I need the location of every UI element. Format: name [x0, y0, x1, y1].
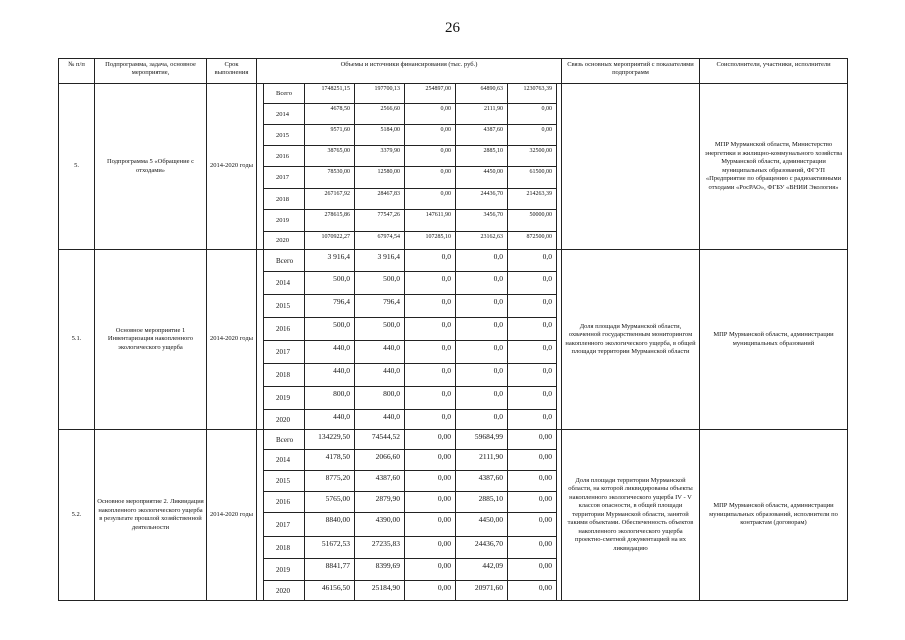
amount-cell: 0,0	[405, 410, 456, 430]
amount-cell: 4450,00	[456, 513, 508, 537]
amount-cell: 278615,86	[305, 210, 355, 232]
page-number: 26	[445, 20, 460, 36]
amount-cell: 3379,90	[355, 146, 405, 167]
amount-cell: 0,0	[405, 341, 456, 364]
year-cell: 2018	[264, 537, 305, 559]
amount-cell: 0,00	[508, 471, 557, 492]
amount-cell: 0,0	[456, 318, 508, 341]
year-cell: 2017	[264, 167, 305, 189]
amount-cell: 0,0	[405, 250, 456, 272]
amount-cell: 800,0	[355, 387, 405, 410]
amount-cell: 0,0	[456, 387, 508, 410]
amount-cell: 500,0	[305, 318, 355, 341]
amount-cell: 440,0	[355, 364, 405, 387]
amount-cell: 0,00	[508, 559, 557, 581]
amount-cell: 4387,60	[456, 471, 508, 492]
amount-cell: 38765,00	[305, 146, 355, 167]
amount-cell: 800,0	[305, 387, 355, 410]
gap-cell	[257, 84, 264, 250]
amount-cell: 0,00	[405, 492, 456, 513]
amount-cell: 0,00	[405, 537, 456, 559]
amount-cell: 4450,00	[456, 167, 508, 189]
amount-cell: 3 916,4	[305, 250, 355, 272]
gap-cell	[257, 250, 264, 430]
amount-cell: 32500,00	[508, 146, 557, 167]
year-cell: 2016	[264, 318, 305, 341]
amount-cell: 1230763,39	[508, 84, 557, 104]
amount-cell: 0,00	[508, 492, 557, 513]
amount-cell: 0,00	[405, 471, 456, 492]
amount-cell: 0,0	[456, 364, 508, 387]
amount-cell: 0,00	[405, 450, 456, 471]
section-executors: МПР Мурманской области, Министерство энергетики и жилищно-коммунального хозяйства Мурманской области, администрации муниципальных образований, ФГУП «Предприятие по обращению с радиоактивными отходами «РосРАО», ФГБУ «ВНИИ Экология»	[700, 84, 848, 250]
year-cell: 2015	[264, 295, 305, 318]
amount-cell: 0,0	[508, 318, 557, 341]
amount-cell: 440,0	[305, 364, 355, 387]
amount-cell: 8399,69	[355, 559, 405, 581]
amount-cell: 0,0	[508, 410, 557, 430]
amount-cell: 0,00	[405, 146, 456, 167]
amount-cell: 440,0	[355, 341, 405, 364]
amount-cell: 147611,90	[405, 210, 456, 232]
amount-cell: 78530,00	[305, 167, 355, 189]
section-number: 5.1.	[59, 250, 95, 430]
amount-cell: 0,0	[456, 295, 508, 318]
amount-cell: 0,0	[508, 341, 557, 364]
amount-cell: 796,4	[305, 295, 355, 318]
amount-cell: 74544,52	[355, 430, 405, 450]
amount-cell: 23162,63	[456, 232, 508, 250]
amount-cell: 20971,60	[456, 581, 508, 601]
amount-cell: 0,00	[405, 581, 456, 601]
section-executors: МПР Мурманской области, администрации муниципальных образований, исполнители по контрактам (договорам)	[700, 430, 848, 601]
year-cell: 2016	[264, 146, 305, 167]
amount-cell: 440,0	[305, 341, 355, 364]
year-cell: Всего	[264, 250, 305, 272]
amount-cell: 3 916,4	[355, 250, 405, 272]
header-period: Срок выполнения	[207, 59, 257, 84]
amount-cell: 4387,60	[456, 125, 508, 146]
amount-cell: 0,00	[508, 450, 557, 471]
amount-cell: 1748251,15	[305, 84, 355, 104]
amount-cell: 8841,77	[305, 559, 355, 581]
amount-cell: 872500,00	[508, 232, 557, 250]
amount-cell: 107285,10	[405, 232, 456, 250]
amount-cell: 0,00	[508, 581, 557, 601]
section-period: 2014-2020 годы	[207, 84, 257, 250]
amount-cell: 12580,00	[355, 167, 405, 189]
amount-cell: 0,00	[405, 430, 456, 450]
amount-cell: 4390,00	[355, 513, 405, 537]
amount-cell: 4678,50	[305, 104, 355, 125]
amount-cell: 0,0	[405, 364, 456, 387]
year-cell: 2019	[264, 210, 305, 232]
section-link: Доля площади Мурманской области, охваченной государственным мониторингом накопленного экологического ущерба, в общей площади территории Мурманской области	[562, 250, 700, 430]
amount-cell: 77547,26	[355, 210, 405, 232]
amount-cell: 2566,60	[355, 104, 405, 125]
section-program: Подпрограмма 5 «Обращение с отходами»	[95, 84, 207, 250]
amount-cell: 0,0	[405, 295, 456, 318]
header-executors: Соисполнители, участники, исполнители	[700, 59, 848, 84]
amount-cell: 0,0	[405, 272, 456, 295]
section-program: Основное мероприятие 2. Ликвидация накопленного экологического ущерба в результате прошлой хозяйственной деятельности	[95, 430, 207, 601]
amount-cell: 500,0	[355, 318, 405, 341]
amount-cell: 27235,83	[355, 537, 405, 559]
section-period: 2014-2020 годы	[207, 430, 257, 601]
amount-cell: 2885,10	[456, 146, 508, 167]
amount-cell: 24436,70	[456, 537, 508, 559]
amount-cell: 0,0	[456, 410, 508, 430]
year-cell: 2017	[264, 513, 305, 537]
amount-cell: 9571,60	[305, 125, 355, 146]
amount-cell: 2885,10	[456, 492, 508, 513]
section-executors: МПР Мурманской области, администрации муниципальных образований	[700, 250, 848, 430]
amount-cell: 0,00	[508, 104, 557, 125]
amount-cell: 440,0	[355, 410, 405, 430]
year-cell: Всего	[264, 430, 305, 450]
amount-cell: 134229,50	[305, 430, 355, 450]
year-cell: 2020	[264, 232, 305, 250]
year-cell: 2015	[264, 125, 305, 146]
amount-cell: 51672,53	[305, 537, 355, 559]
amount-cell: 2111,90	[456, 104, 508, 125]
amount-cell: 0,0	[456, 341, 508, 364]
amount-cell: 0,00	[405, 167, 456, 189]
table-row	[59, 250, 848, 272]
header-program: Подпрограмма, задача, основное мероприятие,	[95, 59, 207, 84]
amount-cell: 4178,50	[305, 450, 355, 471]
amount-cell: 24436,70	[456, 189, 508, 210]
year-cell: 2019	[264, 559, 305, 581]
amount-cell: 5184,00	[355, 125, 405, 146]
year-cell: 2020	[264, 581, 305, 601]
amount-cell: 0,00	[508, 513, 557, 537]
amount-cell: 46156,50	[305, 581, 355, 601]
year-cell: 2018	[264, 364, 305, 387]
amount-cell: 0,00	[508, 430, 557, 450]
table-row	[59, 84, 848, 104]
amount-cell: 8840,00	[305, 513, 355, 537]
section-number: 5.	[59, 84, 95, 250]
amount-cell: 0,00	[508, 537, 557, 559]
year-cell: Всего	[264, 84, 305, 104]
amount-cell: 8775,20	[305, 471, 355, 492]
amount-cell: 2879,90	[355, 492, 405, 513]
amount-cell: 267167,92	[305, 189, 355, 210]
amount-cell: 0,00	[405, 125, 456, 146]
amount-cell: 0,0	[508, 364, 557, 387]
amount-cell: 0,0	[508, 272, 557, 295]
amount-cell: 442,09	[456, 559, 508, 581]
amount-cell: 796,4	[355, 295, 405, 318]
amount-cell: 2066,60	[355, 450, 405, 471]
section-link: Доля площади территории Мурманской области, на которой ликвидированы объекты накопленного экологического ущерба IV - V классов опасности, в общей площади территории Мурманской области, занятой такими объектами. Обеспеченность объектов накопленного экологического ущерба проектно-сметной документацией на их ликвидацию	[562, 430, 700, 601]
amount-cell: 61500,00	[508, 167, 557, 189]
year-cell: 2019	[264, 387, 305, 410]
amount-cell: 50000,00	[508, 210, 557, 232]
section-link	[562, 84, 700, 250]
section-period: 2014-2020 годы	[207, 250, 257, 430]
year-cell: 2015	[264, 471, 305, 492]
amount-cell: 28467,83	[355, 189, 405, 210]
amount-cell: 0,0	[456, 250, 508, 272]
amount-cell: 440,0	[305, 410, 355, 430]
year-cell: 2014	[264, 450, 305, 471]
year-cell: 2020	[264, 410, 305, 430]
amount-cell: 59684,99	[456, 430, 508, 450]
amount-cell: 0,00	[405, 104, 456, 125]
amount-cell: 254897,00	[405, 84, 456, 104]
amount-cell: 2111,90	[456, 450, 508, 471]
gap-cell	[257, 430, 264, 601]
financing-table	[58, 58, 848, 601]
year-cell: 2014	[264, 104, 305, 125]
amount-cell: 25184,90	[355, 581, 405, 601]
header-num: № п/п	[59, 59, 95, 84]
amount-cell: 0,0	[508, 387, 557, 410]
amount-cell: 4387,60	[355, 471, 405, 492]
header-funding: Объемы и источники финансирования (тыс. руб.)	[257, 59, 562, 84]
amount-cell: 0,00	[405, 189, 456, 210]
amount-cell: 0,0	[456, 272, 508, 295]
amount-cell: 0,0	[405, 387, 456, 410]
amount-cell: 500,0	[355, 272, 405, 295]
year-cell: 2018	[264, 189, 305, 210]
amount-cell: 0,00	[405, 513, 456, 537]
amount-cell: 64890,63	[456, 84, 508, 104]
year-cell: 2017	[264, 341, 305, 364]
amount-cell: 67974,54	[355, 232, 405, 250]
amount-cell: 5765,00	[305, 492, 355, 513]
amount-cell: 3456,70	[456, 210, 508, 232]
table-row	[59, 430, 848, 450]
amount-cell: 1070922,27	[305, 232, 355, 250]
amount-cell: 0,0	[508, 250, 557, 272]
amount-cell: 197700,13	[355, 84, 405, 104]
header-link: Связь основных мероприятий с показателями подпрограмм	[562, 59, 700, 84]
section-number: 5.2.	[59, 430, 95, 601]
year-cell: 2016	[264, 492, 305, 513]
amount-cell: 214263,39	[508, 189, 557, 210]
amount-cell: 500,0	[305, 272, 355, 295]
year-cell: 2014	[264, 272, 305, 295]
amount-cell: 0,00	[508, 125, 557, 146]
amount-cell: 0,00	[405, 559, 456, 581]
amount-cell: 0,0	[508, 295, 557, 318]
section-program: Основное мероприятие 1 Инвентаризация накопленного экологического ущерба	[95, 250, 207, 430]
amount-cell: 0,0	[405, 318, 456, 341]
